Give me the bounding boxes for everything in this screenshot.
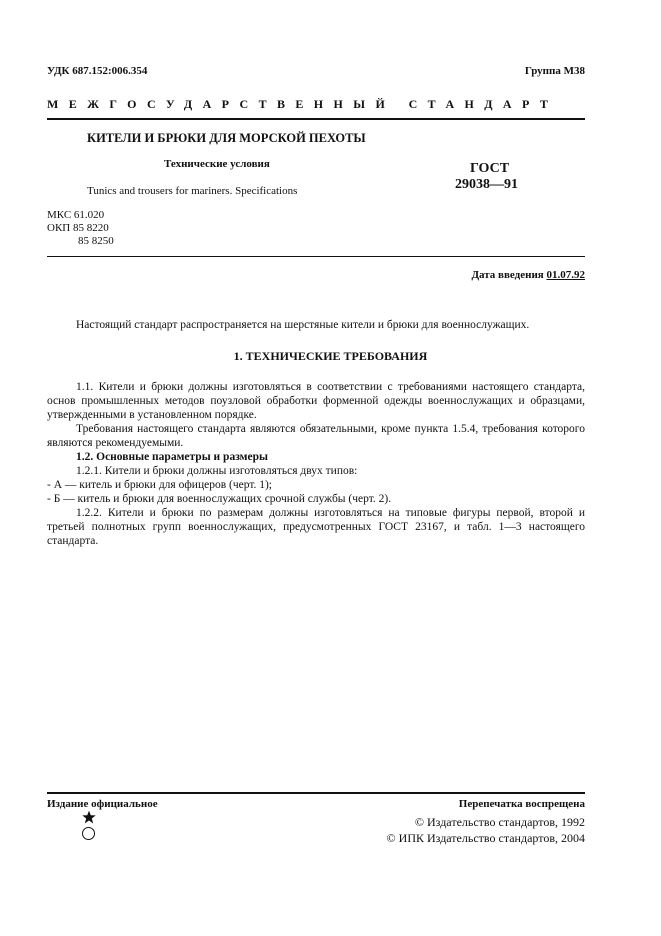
copyright-2004: © ИПК Издательство стандартов, 2004 (386, 831, 585, 845)
group-code: Группа М38 (524, 65, 585, 77)
document-title: КИТЕЛИ И БРЮКИ ДЛЯ МОРСКОЙ ПЕХОТЫ (87, 131, 366, 145)
code-okp-1: ОКП 85 8220 (47, 222, 109, 234)
code-okp-2: 85 8250 (78, 235, 114, 247)
list-item: - Б — китель и брюки для военнослужащих срочной службы (черт. 2). (47, 493, 392, 505)
intro-date-label: Дата введения (471, 269, 544, 281)
document-subtitle: Технические условия (164, 158, 270, 170)
paragraph-1-2-1: 1.2.1. Кители и брюки должны изготовляться двух типов: (76, 465, 358, 477)
intro-paragraph: Настоящий стандарт распространяется на шерстяные кители и брюки для военнослужащих. (76, 319, 530, 331)
document-title-en: Tunics and trousers for mariners. Specifications (87, 185, 298, 197)
copyright-1992: © Издательство стандартов, 1992 (414, 815, 585, 829)
section-heading: 1. ТЕХНИЧЕСКИЕ ТРЕБОВАНИЯ (233, 349, 428, 363)
paragraph-1-2-2: 1.2.2. Кители и брюки по размерам должны изготовляться на типовые фигуры первой, второй и третьей полнотных групп военнослужащих, предусмотренных ГОСТ 23167, и табл. 1—3 настоящего стандарта. (47, 507, 585, 547)
classification-codes (47, 209, 114, 248)
udk-code: УДК 687.152:006.354 (47, 65, 148, 77)
gost-number: 29038—91 (455, 177, 518, 192)
code-mks: МКС 61.020 (47, 209, 105, 221)
subsection-heading: 1.2. Основные параметры и размеры (76, 451, 268, 463)
paragraph-1-1-b: Требования настоящего стандарта являются обязательными, кроме пункта 1.5.4, требования которого являются рекомендуемыми. (47, 423, 585, 449)
edition-label: Издание официальное (47, 798, 158, 810)
star-icon (82, 810, 96, 824)
intro-date (471, 268, 585, 282)
gost-label: ГОСТ (470, 161, 510, 176)
paragraph-1-1: 1.1. Кители и брюки должны изготовляться в соответствии с требованиями настоящего стандарта, основ промышленных методов поузловой обработки форменной одежды военнослужащих и образцами, утвержденными в установленном порядке. (47, 381, 585, 421)
circle-icon (82, 827, 95, 840)
reprint-label: Перепечатка воспрещена (458, 798, 585, 810)
standard-type: МЕЖГОСУДАРСТВЕННЫЙ СТАНДАРТ (47, 97, 559, 111)
title-rule (47, 256, 585, 257)
footer-rule (47, 792, 585, 794)
list-item: - А — китель и брюки для офицеров (черт. 1); (47, 479, 273, 491)
intro-date-value: 01.07.92 (546, 269, 585, 281)
header-rule (47, 118, 585, 120)
